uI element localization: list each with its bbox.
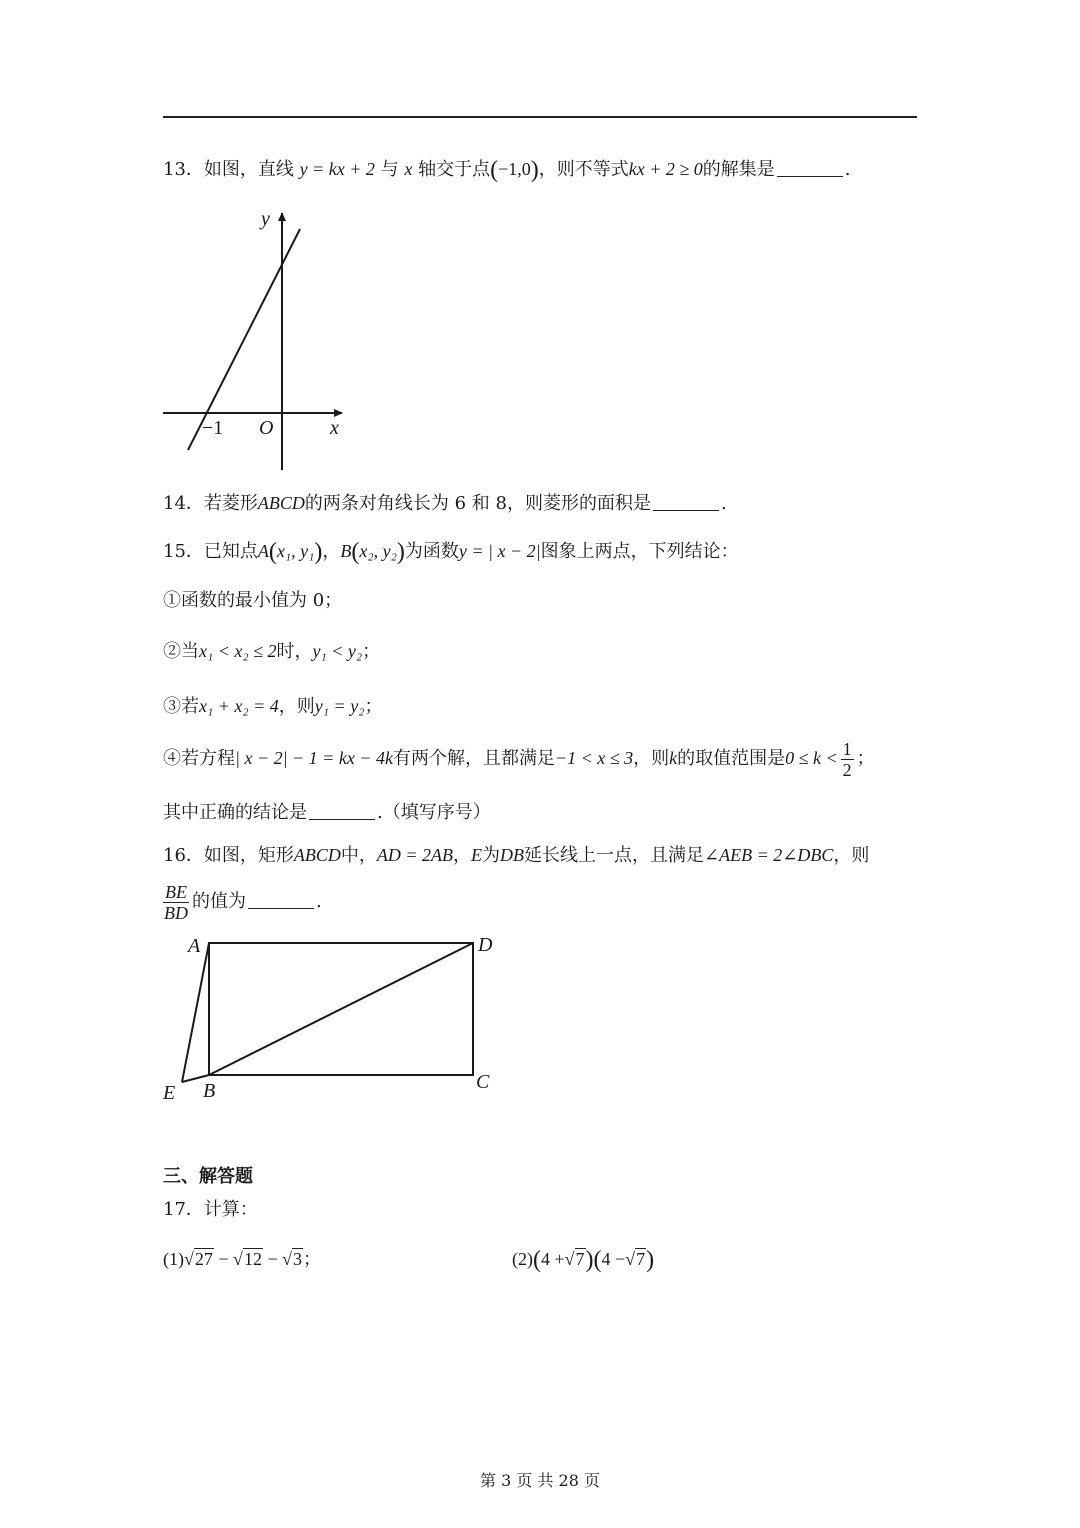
q17-part-2-a: 4 + (541, 1249, 565, 1269)
question-number: 15． (163, 541, 204, 562)
q16-text-4: 为 (482, 845, 501, 866)
q16-text-5: 延长线上一点，且满足 (524, 845, 705, 866)
q15-s2-mid: 时， (276, 641, 313, 662)
q15-s3-pre: ③若 (163, 696, 199, 717)
q15-s4-mid: 有两个解，且都满足 (392, 748, 555, 769)
segment-ae (182, 943, 209, 1082)
q16-shape: ABCD (293, 845, 341, 865)
q17-part-2-label: (2) (512, 1249, 533, 1269)
q15-point-a: A (257, 541, 269, 561)
q15-s4-equation: | x − 2| − 1 = kx − 4k (235, 748, 393, 768)
q15-point-b-coords: x₂, y₂ (359, 541, 397, 561)
q13-text-2: 与 (380, 159, 399, 180)
q15-s4-pre: ④若方程 (163, 748, 235, 769)
fraction-denominator: 2 (842, 759, 852, 780)
q16-text-3: ， (453, 845, 472, 866)
q14-shape: ABCD (257, 493, 305, 513)
q16-point-e: E (471, 845, 483, 865)
question-number: 17． (163, 1199, 204, 1220)
q16-condition-1: AD = 2AB (376, 845, 454, 865)
origin-label: O (259, 417, 274, 439)
q15-final-end: .（填写序号） (377, 802, 491, 823)
q15-statement-1-text: ①函数的最小值为 0； (163, 590, 343, 611)
sqrt-arg: 27 (194, 1249, 213, 1269)
intercept-label: −1 (202, 417, 224, 439)
y-axis-label: y (261, 208, 270, 230)
sqrt-7-second: √7 (625, 1249, 646, 1269)
q17-part-1: (1)√27 − √12 − √3； (163, 1246, 321, 1273)
q14-text-2: 的两条对角线长为 6 和 8，则菱形的面积是 (304, 493, 651, 514)
label-e: E (163, 1082, 176, 1104)
section-title: 三、解答题 (163, 1166, 253, 1187)
q15-s2-result: y₁ < y₂ (312, 641, 363, 661)
label-a: A (188, 935, 201, 957)
q15-s3-end: ； (364, 696, 383, 717)
q13-text-4: ，则不等式 (538, 159, 629, 180)
q15-text-1: 已知点 (203, 541, 258, 562)
q13-text-3: 轴交于点 (418, 159, 491, 180)
question-number: 16． (163, 845, 204, 866)
q15-s4-k: k (669, 748, 678, 768)
question-number: 14． (163, 493, 204, 514)
label-b: B (203, 1080, 216, 1102)
q15-text-4: 图象上两点，下列结论： (540, 541, 739, 562)
q15-s4-range: 0 ≤ k < (785, 748, 838, 768)
sqrt-arg: 3 (292, 1249, 302, 1269)
question-17-text (163, 1197, 258, 1223)
q15-s2-end: ； (362, 641, 381, 662)
sqrt-3: √3 (282, 1249, 302, 1269)
q15-text-2: ， (322, 541, 341, 562)
q13-line-equation: y = kx + 2 (299, 159, 375, 179)
q13-inequality: kx + 2 ≥ 0 (628, 159, 703, 179)
q16-text-1: 如图，矩形 (203, 845, 294, 866)
sqrt-arg: 7 (636, 1249, 646, 1269)
q17-part-2: (2)(4 +√7)(4 −√7) (512, 1247, 655, 1273)
fraction-numerator: 1 (842, 738, 852, 759)
sqrt-7: √7 (564, 1249, 585, 1269)
page-footer: 第 3 页 共 28 页 (480, 1471, 600, 1490)
q16-text-2: 中， (340, 845, 377, 866)
q16-segment-db: DB (500, 845, 525, 865)
q13-intercept-point: −1,0 (498, 159, 531, 179)
q16-end: . (316, 891, 322, 912)
q15-function: y = | x − 2| (458, 541, 541, 561)
sqrt-arg: 7 (575, 1249, 585, 1269)
q15-s2-condition: x₁ < x₂ ≤ 2 (199, 641, 277, 661)
q15-s3-condition: x₁ + x₂ = 4 (199, 696, 279, 716)
x-axis-label: x (330, 417, 339, 439)
q14-end: . (720, 493, 727, 514)
fraction-denominator: BD (164, 902, 188, 923)
sqrt-12: √12 (233, 1249, 262, 1269)
q14-text-1: 若菱形 (203, 493, 258, 514)
diagonal-db (209, 943, 473, 1075)
q15-s4-end: ； (856, 748, 875, 769)
q16-condition-2: ∠AEB = 2∠DBC (704, 845, 834, 865)
q15-s4-mid3: 的取值范围是 (677, 748, 786, 769)
q17-part-1-end: ； (302, 1249, 321, 1270)
fraction-numerator: BE (165, 881, 187, 902)
q15-s3-result: y₁ = y₂ (314, 696, 365, 716)
q17-text-1: 计算： (203, 1199, 258, 1220)
q13-x-variable: x (404, 159, 413, 179)
q13-text-5: 的解集是 (702, 159, 775, 180)
sqrt-27: √27 (184, 1249, 213, 1269)
q15-point-b: B (340, 541, 352, 561)
q15-s2-pre: ②当 (163, 641, 199, 662)
q15-point-a-coords: x₁, y₁ (276, 541, 315, 561)
question-15-text: 15．已知点A(x₁, y₁)，B(x₂, y₂)为函数y = | x − 2|图象上两点，下列结论： (163, 539, 739, 565)
q16-text-6: ，则 (833, 845, 870, 866)
label-d: D (478, 934, 493, 956)
sqrt-arg: 12 (243, 1249, 262, 1269)
question-number: 13． (163, 159, 204, 180)
question-13-text: 13．如图，直线 y = kx + 2 与 x 轴交于点(−1,0)，则不等式kx + 2 ≥ 0的解集是 . (163, 157, 851, 183)
q17-part-1-label: (1) (163, 1249, 184, 1269)
q13-end: . (844, 159, 851, 180)
q15-s4-condition: −1 < x ≤ 3 (554, 748, 634, 768)
label-c: C (476, 1071, 490, 1093)
q15-s4-mid2: ，则 (633, 748, 670, 769)
q15-s3-mid: ，则 (278, 696, 315, 717)
q13-text-1: 如图，直线 (203, 159, 294, 180)
q17-part-2-b: 4 − (601, 1249, 626, 1269)
q15-final-pre: 其中正确的结论是 (163, 802, 307, 823)
q16-text-7: 的值为 (192, 891, 246, 912)
q15-text-3: 为函数 (404, 541, 459, 562)
